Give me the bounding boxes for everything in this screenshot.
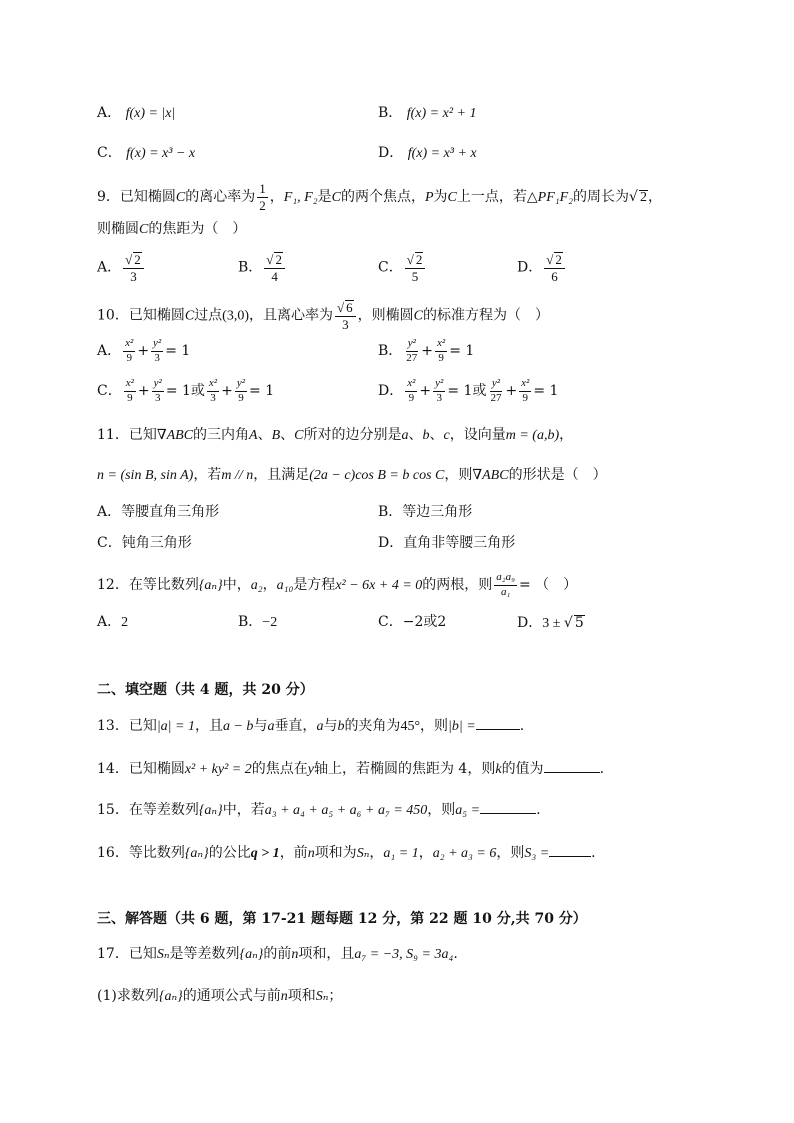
text: = 1	[165, 343, 191, 360]
option-value: 3 ±	[542, 616, 564, 631]
q9-option-c	[378, 252, 427, 283]
q11-option-c	[97, 536, 192, 550]
denominator: 9	[126, 351, 132, 364]
text: 的三内角	[193, 427, 250, 443]
text: 的公比	[208, 845, 251, 861]
denominator: 9	[522, 391, 529, 404]
denominator: 3	[342, 316, 349, 332]
option-expr: f(x) = x³ − x	[126, 146, 196, 161]
text: ，则椭圆	[357, 307, 414, 324]
var: C	[139, 222, 149, 237]
text: 是等差数列	[169, 946, 240, 962]
q15-stem	[97, 803, 541, 818]
numerator: √ 2	[544, 252, 565, 269]
fraction	[435, 338, 447, 364]
denominator: 6	[551, 268, 558, 284]
numerator: √ 6	[335, 300, 356, 317]
q10-option-a: A． $\frac{\text{x²}}{9}$ + $\frac{\text{y²}}{3}$ = 1	[97, 337, 191, 364]
option-label: A．	[97, 614, 122, 630]
radicand: 2	[275, 252, 282, 267]
text: ，若	[193, 467, 222, 483]
q8-option-a	[97, 106, 175, 121]
q11-option-b	[378, 505, 472, 519]
text: .	[519, 718, 525, 734]
q8-option-c	[97, 146, 195, 161]
section-title-solutions: 三、解答题（共 6 题，第 17-21 题每题 12 分，第 22 题 10 分,共 70 分）	[97, 911, 587, 927]
option-label: D．	[378, 383, 404, 400]
text: ，	[269, 189, 284, 206]
numerator: y²	[490, 378, 502, 392]
var: b	[422, 428, 430, 443]
var: PF₁F₂	[537, 190, 574, 206]
q12-option-d: D．3 ± √ 5	[517, 615, 584, 631]
numerator: 1	[259, 181, 266, 196]
question-number: 13．	[97, 718, 129, 734]
text: ，	[369, 845, 384, 861]
text: 、	[257, 427, 272, 443]
question-number: 10．	[97, 307, 129, 324]
numerator: y²	[433, 378, 445, 392]
text: 中，	[222, 577, 251, 594]
fraction	[404, 338, 419, 364]
option-text: 等边三角形	[402, 504, 473, 520]
var: {aₙ}	[158, 989, 183, 1004]
var: Sₙ	[356, 846, 370, 861]
question-number: 17．	[97, 946, 129, 962]
denominator: 3	[154, 391, 161, 404]
fraction	[235, 378, 247, 404]
fraction-eccentricity	[335, 300, 356, 331]
q16-stem	[97, 846, 596, 861]
text: 、	[408, 427, 423, 443]
text: 的夹角为	[344, 718, 401, 734]
q10-option-d: D． $\frac{\text{x²}}{9}$ + $\frac{\text{y²}}{3}$ = 1或 $\frac{\text{y²}}{27}$ + $\frac{\text{x²}}{9}$ = 1	[378, 377, 559, 404]
q10-option-b: B． $\frac{\text{y²}}{27}$ + $\frac{\text{x²}}{9}$ = 1	[378, 337, 475, 364]
var: a	[267, 719, 275, 734]
answer-blank[interactable]	[549, 856, 591, 857]
q12-stem	[97, 572, 577, 598]
text: ，则	[427, 802, 456, 818]
numerator: x²	[124, 378, 136, 392]
option-label: B．	[378, 343, 403, 360]
text: 或	[190, 383, 205, 400]
var: C	[184, 308, 195, 324]
numerator: y²	[151, 338, 163, 352]
equation: x² + ky² = 2	[184, 762, 252, 777]
var: ∇ABC	[472, 468, 509, 483]
question-number: 15．	[97, 802, 129, 818]
denominator: 3	[130, 268, 137, 284]
text: 的焦点在	[251, 761, 308, 777]
option-value: −2	[262, 615, 278, 630]
radicand: 2	[555, 252, 562, 267]
text: 的前	[263, 946, 292, 962]
text: (1)求数列	[97, 988, 159, 1004]
numerator: y²	[406, 338, 418, 352]
var: (2a − c)cos B = b cos C	[309, 468, 445, 483]
q14-stem	[97, 762, 604, 777]
option-label: B．	[378, 105, 403, 121]
var: B	[271, 428, 281, 443]
text: ，	[647, 189, 662, 206]
answer-blank[interactable]	[476, 729, 520, 730]
equation: x² − 6x + 4 = 0	[335, 578, 423, 594]
q9-stem-line2	[97, 222, 246, 237]
text: ，	[559, 427, 574, 443]
text: 所对的边分别是	[303, 427, 402, 443]
text: 在等差数列	[128, 802, 199, 818]
numerator: x²	[207, 378, 219, 392]
q12-option-a	[97, 615, 128, 630]
denominator: 9	[438, 351, 444, 364]
denominator: a₁	[500, 585, 511, 598]
var: S₃ =	[524, 846, 550, 861]
option-label: A．	[97, 259, 122, 276]
text: ；	[328, 988, 343, 1004]
text: = 1	[165, 383, 191, 400]
numerator: x²	[405, 378, 417, 392]
text: 的标准方程为（ ）	[422, 307, 549, 324]
text: 已知	[128, 718, 157, 734]
q11-stem-line2	[97, 468, 607, 483]
q10-option-c: C． $\frac{\text{x²}}{9}$ + $\frac{\text{y²}}{3}$ = 1或 $\frac{\text{x²}}{3}$ + $\frac{\text{y²}}{9}$ = 1	[97, 377, 275, 404]
text: ，前	[279, 845, 308, 861]
var: {aₙ}	[239, 947, 264, 962]
text: 在等比数列	[128, 577, 199, 594]
option-text: 直角非等腰三角形	[403, 535, 516, 551]
text: ，	[262, 577, 277, 594]
var: n = (sin B, sin A)	[97, 468, 194, 483]
section-title-fill-in: 二、填空题（共 4 题，共 20 分）	[97, 682, 314, 698]
option-label: C．	[378, 259, 403, 276]
numerator: y²	[152, 378, 164, 392]
q8-option-d	[378, 146, 477, 161]
text: 或	[472, 383, 487, 400]
fraction	[124, 378, 136, 404]
option-expr: f(x) = x² + 1	[406, 106, 477, 121]
denominator: 3	[154, 351, 160, 364]
point: (3,0)	[222, 308, 249, 324]
option-label: C．	[97, 383, 122, 400]
option-label: A．	[97, 504, 122, 520]
text: 的形状是（ ）	[508, 467, 607, 483]
text: 的焦距为（ ）	[148, 221, 247, 237]
denominator: 27	[490, 391, 502, 404]
option-text: 等腰直角三角形	[121, 504, 220, 520]
var: m = (a,b)	[505, 428, 560, 443]
question-number: 14．	[97, 761, 129, 777]
var: n	[291, 947, 299, 962]
text: 是方程	[293, 577, 336, 594]
text: 过点	[194, 307, 223, 324]
var: ∇ABC	[156, 428, 194, 443]
var: {aₙ}	[198, 578, 223, 594]
question-number: 16．	[97, 845, 129, 861]
var: b	[337, 719, 345, 734]
q9-option-d	[517, 252, 567, 283]
text: ，且离心率为	[249, 307, 333, 324]
text: 已知椭圆	[128, 307, 185, 324]
fraction	[264, 252, 285, 283]
fraction	[151, 338, 163, 364]
text: = 1	[447, 383, 473, 400]
var: a₂	[250, 578, 263, 594]
text: = 1	[533, 383, 559, 400]
var: Sₙ	[156, 947, 170, 962]
var: C	[331, 190, 341, 206]
var: a − b	[222, 719, 254, 734]
var: n	[280, 989, 288, 1004]
text: 与	[253, 718, 268, 734]
option-label: C．	[97, 535, 122, 551]
q17-part1	[97, 989, 342, 1004]
var: a	[401, 428, 409, 443]
text: ，	[418, 845, 433, 861]
var: |b| =	[448, 719, 476, 734]
text: 中，若	[222, 802, 265, 818]
option-expr: f(x) = |x|	[125, 106, 176, 121]
option-label: A．	[97, 343, 122, 360]
denominator: 2	[259, 197, 266, 213]
var: C	[447, 190, 457, 206]
denominator: 9	[238, 391, 244, 404]
var: {aₙ}	[184, 846, 209, 861]
var: Sₙ	[315, 989, 329, 1004]
q11-option-a	[97, 505, 219, 519]
denominator: 3	[436, 391, 442, 404]
text: 轴上，若椭圆的焦距为 4，则	[313, 761, 496, 777]
text: ，则	[420, 718, 449, 734]
text: 项和为	[314, 845, 357, 861]
option-label: A．	[97, 105, 122, 121]
numerator: √ 2	[264, 252, 285, 269]
text: 为	[433, 189, 448, 206]
var: q > 1	[250, 846, 280, 861]
fraction	[488, 378, 503, 404]
equation: a₃ + a₄ + a₅ + a₆ + a₇ = 450	[264, 803, 428, 818]
radicand: 2	[134, 252, 141, 267]
text: 的值为	[501, 761, 544, 777]
option-label: D．	[517, 259, 543, 276]
var: C	[294, 428, 304, 443]
var: {aₙ}	[198, 803, 223, 818]
radicand: 2	[415, 252, 423, 267]
var: A	[249, 428, 258, 443]
option-value: −2或2	[402, 614, 447, 630]
q11-option-d	[378, 536, 515, 550]
text: 、	[280, 427, 295, 443]
q13-stem	[97, 719, 524, 734]
var: c	[443, 428, 450, 443]
q9-stem-line1: 9．已知椭圆C的离心率为 $\frac{1}{2}$ ，F₁, F₂是C的两个焦点，P为C上一点，若△PF₁F₂的周长为√ 2，	[97, 181, 662, 213]
q17-stem	[97, 947, 458, 962]
q9-option-b	[238, 252, 287, 283]
text: ，设向量	[449, 427, 506, 443]
var: F₁, F₂	[283, 190, 318, 206]
fraction	[405, 378, 417, 404]
option-label: D．	[378, 145, 404, 161]
option-label: D．	[517, 615, 543, 631]
question-number: 12．	[97, 577, 129, 594]
text: ，则	[496, 845, 525, 861]
text: .	[453, 946, 458, 962]
text: = 1	[449, 343, 475, 360]
option-label: B．	[238, 259, 263, 276]
text: .	[599, 761, 605, 777]
text: 已知	[128, 946, 157, 962]
equation: a₇ = −3, S₉ = 3a₄	[354, 947, 454, 962]
answer-blank[interactable]	[544, 772, 600, 773]
q12-option-b	[238, 615, 277, 630]
text: 的周长为	[573, 189, 630, 206]
text: 已知椭圆	[128, 761, 185, 777]
denominator: 27	[406, 351, 418, 364]
q9-option-a	[97, 252, 146, 283]
text: ，且满足	[253, 467, 310, 483]
question-number: 11．	[97, 427, 129, 443]
text: 的两个焦点，	[340, 189, 425, 206]
text: 与	[323, 718, 338, 734]
option-label: C．	[378, 614, 403, 630]
fraction	[207, 378, 219, 404]
q11-stem-line1	[97, 428, 573, 443]
text: 已知	[128, 427, 157, 443]
text: ，且	[194, 718, 223, 734]
var: a	[316, 719, 324, 734]
numerator: x²	[123, 338, 135, 352]
text: 则椭圆	[97, 221, 139, 237]
var: a₅ =	[455, 803, 481, 818]
text: .	[591, 845, 596, 861]
var: a₁ = 1	[383, 846, 419, 861]
numerator: x²	[519, 378, 531, 392]
var: a₂ + a₃ = 6	[432, 846, 497, 861]
var: a₁₀	[276, 578, 294, 594]
fraction	[494, 572, 517, 598]
q8-option-b	[378, 106, 476, 121]
numerator: y²	[235, 378, 247, 392]
option-text: 钝角三角形	[121, 535, 192, 551]
fraction	[152, 378, 164, 404]
text: = 1	[249, 383, 275, 400]
fraction-half	[257, 182, 268, 212]
numerator: √ 2	[123, 252, 144, 269]
option-value: 2	[121, 615, 129, 630]
denominator: 9	[127, 391, 133, 404]
question-number: 9．	[97, 189, 120, 206]
var: C	[175, 190, 186, 206]
var: m // n	[221, 468, 254, 483]
denominator: 4	[271, 268, 278, 284]
option-label: D．	[378, 535, 404, 551]
text: 项和	[287, 988, 316, 1004]
text: ，则	[444, 467, 473, 483]
fraction	[544, 252, 565, 283]
denominator: 9	[408, 391, 415, 404]
var: y	[307, 762, 314, 777]
var: k	[495, 762, 502, 777]
fraction	[123, 252, 144, 283]
text: 上一点，若△	[456, 189, 538, 206]
var: n	[307, 846, 315, 861]
denominator: 5	[411, 268, 419, 284]
text: 项和，且	[298, 946, 355, 962]
numerator: √ 2	[405, 252, 426, 269]
answer-blank[interactable]	[480, 813, 536, 814]
numerator: a₂a₉	[494, 572, 517, 586]
radicand: 2	[639, 190, 647, 206]
fraction	[433, 378, 445, 404]
fraction	[405, 252, 426, 283]
q12-option-c	[378, 615, 446, 629]
option-label: B．	[238, 614, 263, 630]
radicand: 6	[346, 300, 353, 315]
text: = （ ）	[518, 577, 578, 594]
q10-stem	[97, 300, 549, 331]
option-label: C．	[97, 145, 122, 161]
fraction	[519, 378, 531, 404]
angle: 45°	[400, 719, 421, 734]
text: 垂直，	[274, 718, 317, 734]
fraction	[123, 338, 135, 364]
text: 的通项公式与前	[182, 988, 281, 1004]
var: C	[413, 308, 423, 324]
var: |a| = 1	[156, 719, 195, 734]
text: 、	[429, 427, 444, 443]
text: 的离心率为	[185, 189, 256, 206]
text: 等比数列	[128, 845, 185, 861]
text: .	[536, 802, 541, 818]
var: P	[424, 190, 434, 206]
option-expr: f(x) = x³ + x	[407, 146, 477, 161]
text: 是	[317, 189, 332, 206]
text: 的两根，则	[422, 577, 493, 594]
text: 已知椭圆	[119, 189, 176, 206]
option-label: B．	[378, 504, 403, 520]
denominator: 3	[210, 391, 216, 404]
radicand: 5	[574, 615, 584, 631]
numerator: x²	[435, 338, 447, 352]
